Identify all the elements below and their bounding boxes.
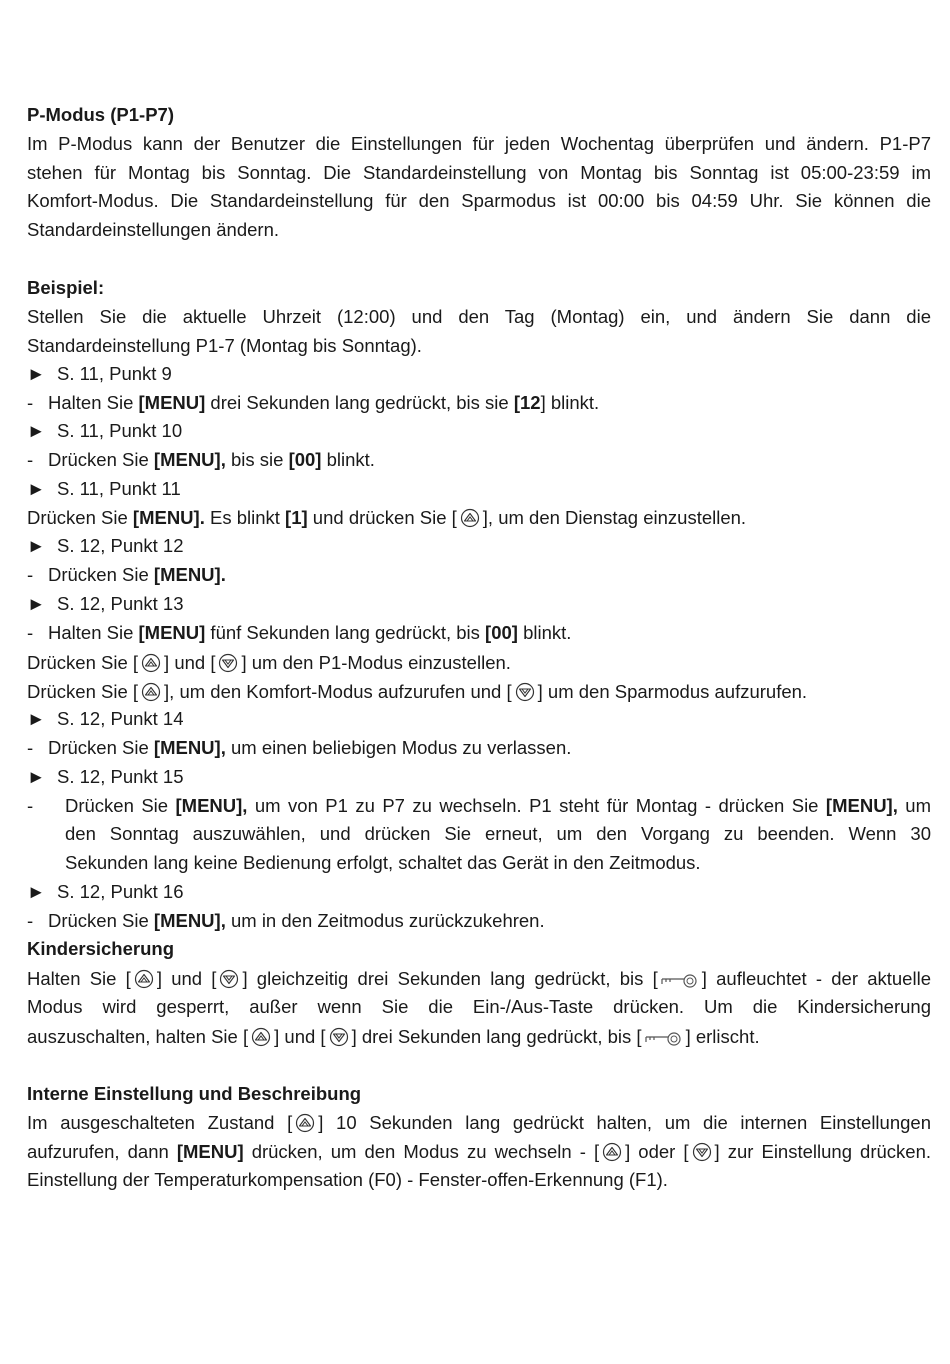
dash-bullet: - <box>27 449 34 470</box>
up-button-icon <box>133 969 155 989</box>
down-button-icon <box>218 969 240 989</box>
step-ref-14: ► S. 12, Punkt 14 <box>27 708 184 729</box>
dash-bullet: - <box>27 737 34 758</box>
key-lock-icon <box>644 1031 684 1047</box>
down-button-icon <box>514 682 536 702</box>
step-15-text: Drücken Sie [MENU], um von P1 zu P7 zu wechseln. P1 steht für Montag - drücken Sie [MENU], um <box>65 795 931 816</box>
arrow-icon: ► <box>27 420 46 441</box>
kindersicherung-heading: Kindersicherung <box>27 938 174 959</box>
step-ref-12: ► S. 12, Punkt 12 <box>27 535 184 556</box>
step-15-line-3: Sekunden lang keine Bedienung erfolgt, schaltet das Gerät in den Zeitmodus. <box>65 852 701 873</box>
dash-bullet: - <box>27 622 34 643</box>
beispiel-line-1: Stellen Sie die aktuelle Uhrzeit (12:00) und den Tag (Montag) ein, und ändern Sie dann die <box>27 306 931 327</box>
arrow-icon: ► <box>27 535 46 556</box>
step-15-line-2: den Sonntag auszuwählen, und drücken Sie erneut, um den Vorgang zu beenden. Wenn 30 <box>65 823 931 844</box>
key-lock-icon <box>660 973 700 989</box>
beispiel-heading: Beispiel: <box>27 277 105 298</box>
up-button-icon <box>140 653 162 673</box>
step-ref-13: ► S. 12, Punkt 13 <box>27 593 184 614</box>
arrow-icon: ► <box>27 363 46 384</box>
step-ref-9: ► S. 11, Punkt 9 <box>27 363 172 384</box>
p-modus-line-1: Im P-Modus kann der Benutzer die Einstellungen für jeden Wochentag überprüfen und ändern. P1-P7 <box>27 133 931 154</box>
arrow-icon: ► <box>27 478 46 499</box>
step-9-text: - Halten Sie [MENU] drei Sekunden lang gedrückt, bis sie [12] blinkt. <box>27 392 600 413</box>
step-16-text: - Drücken Sie [MENU], um in den Zeitmodus zurückzukehren. <box>27 910 545 931</box>
intern-heading: Interne Einstellung und Beschreibung <box>27 1083 362 1104</box>
arrow-icon: ► <box>27 881 46 902</box>
step-13-line-3: Drücken Sie [ ], um den Komfort-Modus aufzurufen und [ ] um den Sparmodus aufzurufen. <box>27 681 808 702</box>
arrow-icon: ► <box>27 593 46 614</box>
intern-line-3: Einstellung der Temperaturkompensation (F0) - Fenster-offen-Erkennung (F1). <box>27 1169 668 1190</box>
step-ref-11: ► S. 11, Punkt 11 <box>27 478 181 499</box>
up-button-icon <box>459 508 481 528</box>
dash-bullet: - <box>27 564 34 585</box>
dash-bullet: - <box>27 910 34 931</box>
arrow-icon: ► <box>27 708 46 729</box>
down-button-icon <box>217 653 239 673</box>
kindersicherung-line-1: Halten Sie [ ] und [ ] gleichzeitig drei Sekunden lang gedrückt, bis [ ] aufleuchtet - der aktuelle <box>27 968 931 989</box>
p-modus-line-3: Komfort-Modus. Die Standardeinstellung für den Sparmodus ist 00:00 bis 04:59 Uhr. Sie können die <box>27 190 931 211</box>
up-button-icon <box>250 1027 272 1047</box>
down-button-icon <box>328 1027 350 1047</box>
kindersicherung-line-3: auszuschalten, halten Sie [ ] und [ ] drei Sekunden lang gedrückt, bis [ ] erlischt. <box>27 1026 760 1047</box>
down-button-icon <box>691 1142 713 1162</box>
step-10-text: - Drücken Sie [MENU], bis sie [00] blinkt. <box>27 449 375 470</box>
intern-line-2: aufzurufen, dann [MENU] drücken, um den Modus zu wechseln - [ ] oder [ ] zur Einstellung drücken. <box>27 1141 931 1162</box>
up-button-icon <box>601 1142 623 1162</box>
intern-line-1: Im ausgeschalteten Zustand [ ] 10 Sekunden lang gedrückt halten, um die internen Einstellungen <box>27 1112 931 1133</box>
step-14-text: - Drücken Sie [MENU], um einen beliebigen Modus zu verlassen. <box>27 737 572 758</box>
step-ref-10: ► S. 11, Punkt 10 <box>27 420 183 441</box>
step-12-text: - Drücken Sie [MENU]. <box>27 564 226 585</box>
kindersicherung-line-2: Modus wird gesperrt, außer wenn Sie die Ein-/Aus-Taste drücken. Um die Kindersicherung <box>27 996 931 1017</box>
beispiel-line-2: Standardeinstellung P1-7 (Montag bis Sonntag). <box>27 335 422 356</box>
step-11-text: Drücken Sie [MENU]. Es blinkt [1] und drücken Sie [ ], um den Dienstag einzustellen. <box>27 507 747 528</box>
step-ref-16: ► S. 12, Punkt 16 <box>27 881 184 902</box>
arrow-icon: ► <box>27 766 46 787</box>
p-modus-line-2: stehen für Montag bis Sonntag. Die Standardeinstellung von Montag bis Sonntag ist 05:00-23:59 im <box>27 162 931 183</box>
step-13-line-2: Drücken Sie [ ] und [ ] um den P1-Modus einzustellen. <box>27 652 511 673</box>
p-modus-line-4: Standardeinstellungen ändern. <box>27 219 279 240</box>
up-button-icon <box>140 682 162 702</box>
p-modus-heading: P-Modus (P1-P7) <box>27 104 174 125</box>
dash-bullet: - <box>27 795 34 816</box>
dash-bullet: - <box>27 392 34 413</box>
up-button-icon <box>294 1113 316 1133</box>
step-13-text: - Halten Sie [MENU] fünf Sekunden lang gedrückt, bis [00] blinkt. <box>27 622 572 643</box>
step-ref-15: ► S. 12, Punkt 15 <box>27 766 184 787</box>
